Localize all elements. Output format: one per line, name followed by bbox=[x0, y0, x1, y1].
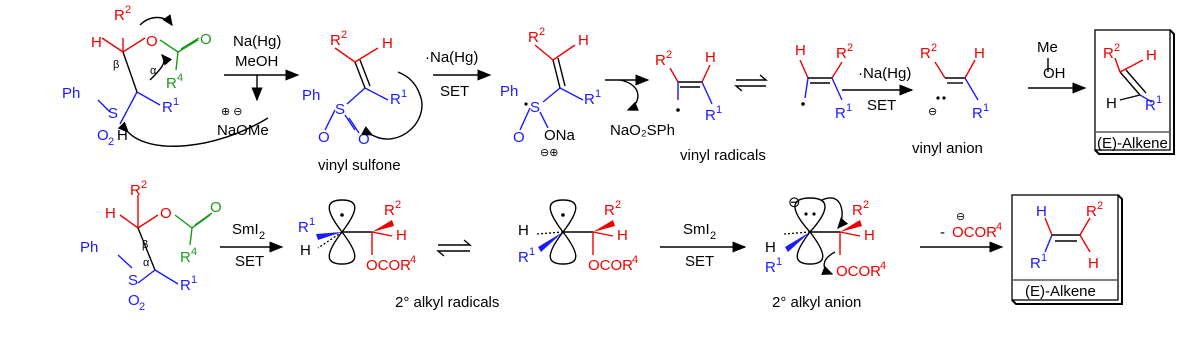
s5-r1-sup: 1 bbox=[846, 102, 853, 114]
s6-r2: R bbox=[920, 45, 931, 62]
b1-line2: SET bbox=[235, 253, 265, 270]
t1-r1-sup: 1 bbox=[191, 274, 198, 286]
t1-alpha: α bbox=[143, 257, 150, 269]
s1-o-carbonyl: O bbox=[200, 31, 212, 48]
t4-charge: ⊖ bbox=[788, 194, 801, 211]
arrow-smi2-2 bbox=[660, 221, 745, 270]
s7-caption: (E)-Alkene bbox=[1097, 135, 1168, 152]
a1-charges: ⊕ ⊖ bbox=[221, 106, 243, 118]
s4-r2: R bbox=[655, 52, 666, 69]
radical-anion-intermediate bbox=[500, 26, 601, 159]
t1-r4-sup: 4 bbox=[191, 246, 198, 258]
vinyl-radical-1 bbox=[655, 49, 722, 124]
t5-h2: H bbox=[1088, 255, 1099, 272]
t5-r1: R bbox=[1030, 255, 1041, 272]
arrow-step4 bbox=[1028, 39, 1085, 88]
vinyl-sulfone bbox=[302, 29, 422, 174]
t3-r2-sup: 2 bbox=[615, 199, 622, 211]
t2-h: H bbox=[300, 242, 311, 259]
t1-o-carbonyl: O bbox=[210, 199, 222, 216]
s1-r1: R bbox=[162, 99, 173, 116]
s1-o2-num: 2 bbox=[108, 136, 115, 148]
t4-r2: R bbox=[852, 202, 863, 219]
t5-r1-sup: 1 bbox=[1041, 252, 1048, 264]
caption-vinyl-radicals: vinyl radicals bbox=[680, 147, 766, 164]
s2-s: S bbox=[335, 101, 346, 118]
e-alkene-product-row1 bbox=[1095, 30, 1174, 154]
a1-line1: Na(Hg) bbox=[233, 33, 282, 50]
byproduct-sulfinate: NaO₂SPh bbox=[610, 122, 676, 139]
t4-caption: 2° alkyl anion bbox=[772, 294, 862, 311]
b3-prefix: - bbox=[940, 224, 945, 241]
s3-r1-sup: 1 bbox=[595, 88, 602, 100]
arrow-elimination bbox=[920, 211, 1002, 247]
s1-alpha: α bbox=[150, 65, 157, 77]
s5-r2-sup: 2 bbox=[847, 42, 854, 54]
s1-o-ester: O bbox=[146, 33, 158, 50]
b1-line1-sub: 2 bbox=[259, 230, 266, 242]
s4-r1: R bbox=[705, 107, 716, 124]
s3-h: H bbox=[578, 32, 589, 49]
a4-line1: Me bbox=[1037, 39, 1058, 56]
b2-line1: SmI bbox=[683, 221, 710, 238]
s5-r2: R bbox=[836, 45, 847, 62]
t3-r2: R bbox=[604, 202, 615, 219]
a1-naome: NaOMe bbox=[217, 122, 269, 139]
equilibrium-arrows-row1 bbox=[736, 75, 766, 91]
s1-r4-sup: 4 bbox=[177, 72, 184, 84]
s2-h: H bbox=[382, 35, 393, 52]
alkyl-radical-2 bbox=[395, 199, 638, 311]
s7-h: H bbox=[1146, 47, 1157, 64]
s4-h: H bbox=[705, 49, 716, 66]
s1-r1-sup: 1 bbox=[173, 96, 180, 108]
s7-h2: H bbox=[1106, 95, 1117, 112]
a1-line2: MeOH bbox=[235, 53, 279, 70]
s1-s: S bbox=[108, 105, 119, 122]
s3-r2: R bbox=[528, 29, 539, 46]
t4-ocor-sup: 4 bbox=[880, 260, 887, 272]
b3-ocor-sup: 4 bbox=[996, 221, 1003, 233]
s1-h: H bbox=[91, 34, 102, 51]
t1-o2: O bbox=[128, 292, 140, 309]
t2-r2-sup: 2 bbox=[395, 199, 402, 211]
t1-r2-sup: 2 bbox=[141, 179, 148, 191]
arrow-step2 bbox=[425, 49, 490, 100]
b1-line1: SmI bbox=[232, 221, 259, 238]
arrow-step1 bbox=[217, 33, 298, 139]
s6-r2-sup: 2 bbox=[931, 42, 938, 54]
equilibrium-arrows-row2 bbox=[438, 240, 470, 256]
starting-material-row2 bbox=[80, 179, 222, 313]
s7-r2: R bbox=[1103, 45, 1114, 62]
t2-h2: H bbox=[396, 227, 407, 244]
s1-r2: R bbox=[114, 7, 125, 24]
t4-h: H bbox=[765, 239, 776, 256]
t4-r2-sup: 2 bbox=[863, 199, 870, 211]
b2-line2: SET bbox=[685, 253, 715, 270]
s2-r2-sup: 2 bbox=[341, 29, 348, 41]
s3-r1: R bbox=[584, 91, 595, 108]
a4-line2: OH bbox=[1043, 65, 1066, 82]
s7-r1: R bbox=[1145, 97, 1156, 114]
t5-h: H bbox=[1036, 203, 1047, 220]
s6-h: H bbox=[974, 45, 985, 62]
t3-h2: H bbox=[617, 227, 628, 244]
s5-r1: R bbox=[835, 105, 846, 122]
t1-r1: R bbox=[180, 277, 191, 294]
s3-r2-sup: 2 bbox=[539, 26, 546, 38]
t2-ocor-sup: 4 bbox=[410, 254, 417, 266]
s2-o2: O bbox=[358, 131, 370, 148]
s6-r1-sup: 1 bbox=[983, 102, 990, 114]
t5-r2-sup: 2 bbox=[1097, 200, 1104, 212]
s2-o1: O bbox=[318, 129, 330, 146]
s2-r1-sup: 1 bbox=[401, 88, 408, 100]
a3-line1: ·Na(Hg) bbox=[858, 65, 912, 82]
b3-charge: ⊖ bbox=[956, 211, 966, 223]
s3-charges: ⊖⊕ bbox=[540, 147, 559, 159]
t4-r1: R bbox=[765, 259, 776, 276]
t1-ph: Ph bbox=[80, 239, 99, 256]
t1-r2: R bbox=[130, 182, 141, 199]
t3-r1-sup: 1 bbox=[529, 246, 536, 258]
s4-r2-sup: 2 bbox=[666, 49, 673, 61]
s6-caption: vinyl anion bbox=[912, 140, 983, 157]
t3-ocor: OCOR bbox=[588, 257, 633, 274]
s6-charge: ⊖ bbox=[928, 106, 938, 118]
t5-r2: R bbox=[1086, 203, 1097, 220]
s3-ph: Ph bbox=[500, 83, 519, 100]
t1-o2-num: 2 bbox=[139, 301, 146, 313]
t5-caption: (E)-Alkene bbox=[1025, 283, 1096, 300]
s1-o2: O bbox=[97, 127, 109, 144]
alkyl-anion bbox=[765, 194, 886, 311]
s2-caption: vinyl sulfone bbox=[318, 157, 401, 174]
fragmentation-arrow bbox=[605, 80, 675, 139]
t1-beta: β bbox=[142, 239, 149, 251]
e-alkene-product-row2 bbox=[1012, 195, 1122, 304]
t2-r2: R bbox=[384, 202, 395, 219]
b3-ocor: OCOR bbox=[952, 224, 997, 241]
t1-r4: R bbox=[180, 249, 191, 266]
s3-s: S bbox=[530, 99, 541, 116]
t4-ocor: OCOR bbox=[836, 263, 881, 280]
a2-line1: ·Na(Hg) bbox=[425, 49, 479, 66]
t1-s: S bbox=[128, 272, 139, 289]
t3-ocor-sup: 4 bbox=[632, 254, 639, 266]
s5-h: H bbox=[795, 42, 806, 59]
s1-r4: R bbox=[166, 75, 177, 92]
a2-line2: SET bbox=[440, 83, 470, 100]
s1-h-alpha: H bbox=[117, 127, 128, 144]
b2-line1-sub: 2 bbox=[710, 230, 717, 242]
t1-h: H bbox=[105, 205, 116, 222]
s6-r1: R bbox=[972, 105, 983, 122]
s2-ph: Ph bbox=[302, 87, 321, 104]
s1-beta: β bbox=[113, 59, 120, 71]
arrow-step3 bbox=[842, 65, 912, 114]
s2-r1: R bbox=[390, 91, 401, 108]
vinyl-anion bbox=[912, 42, 989, 157]
t4-r1-sup: 1 bbox=[776, 256, 783, 268]
t2-r1-sup: 1 bbox=[309, 216, 316, 228]
arrow-smi2-1 bbox=[220, 221, 282, 270]
s4-r1-sup: 1 bbox=[716, 104, 723, 116]
t3-r1: R bbox=[518, 249, 529, 266]
s2-r2: R bbox=[330, 32, 341, 49]
t2-r1: R bbox=[298, 219, 309, 236]
s7-r1-sup: 1 bbox=[1156, 94, 1163, 106]
s1-r2-sup: 2 bbox=[125, 4, 132, 16]
t2-ocor: OCOR bbox=[366, 257, 411, 274]
s3-ona: ONa bbox=[544, 127, 575, 144]
t1-o-ester: O bbox=[160, 205, 172, 222]
alkyl-radical-1 bbox=[298, 199, 416, 274]
s1-ph: Ph bbox=[62, 85, 81, 102]
s3-o: O bbox=[513, 129, 525, 146]
a3-line2: SET bbox=[867, 97, 897, 114]
s7-r2-sup: 2 bbox=[1114, 42, 1121, 54]
caption-alkyl-radicals: 2° alkyl radicals bbox=[395, 294, 500, 311]
t4-h2: H bbox=[864, 227, 875, 244]
t3-h: H bbox=[518, 222, 529, 239]
